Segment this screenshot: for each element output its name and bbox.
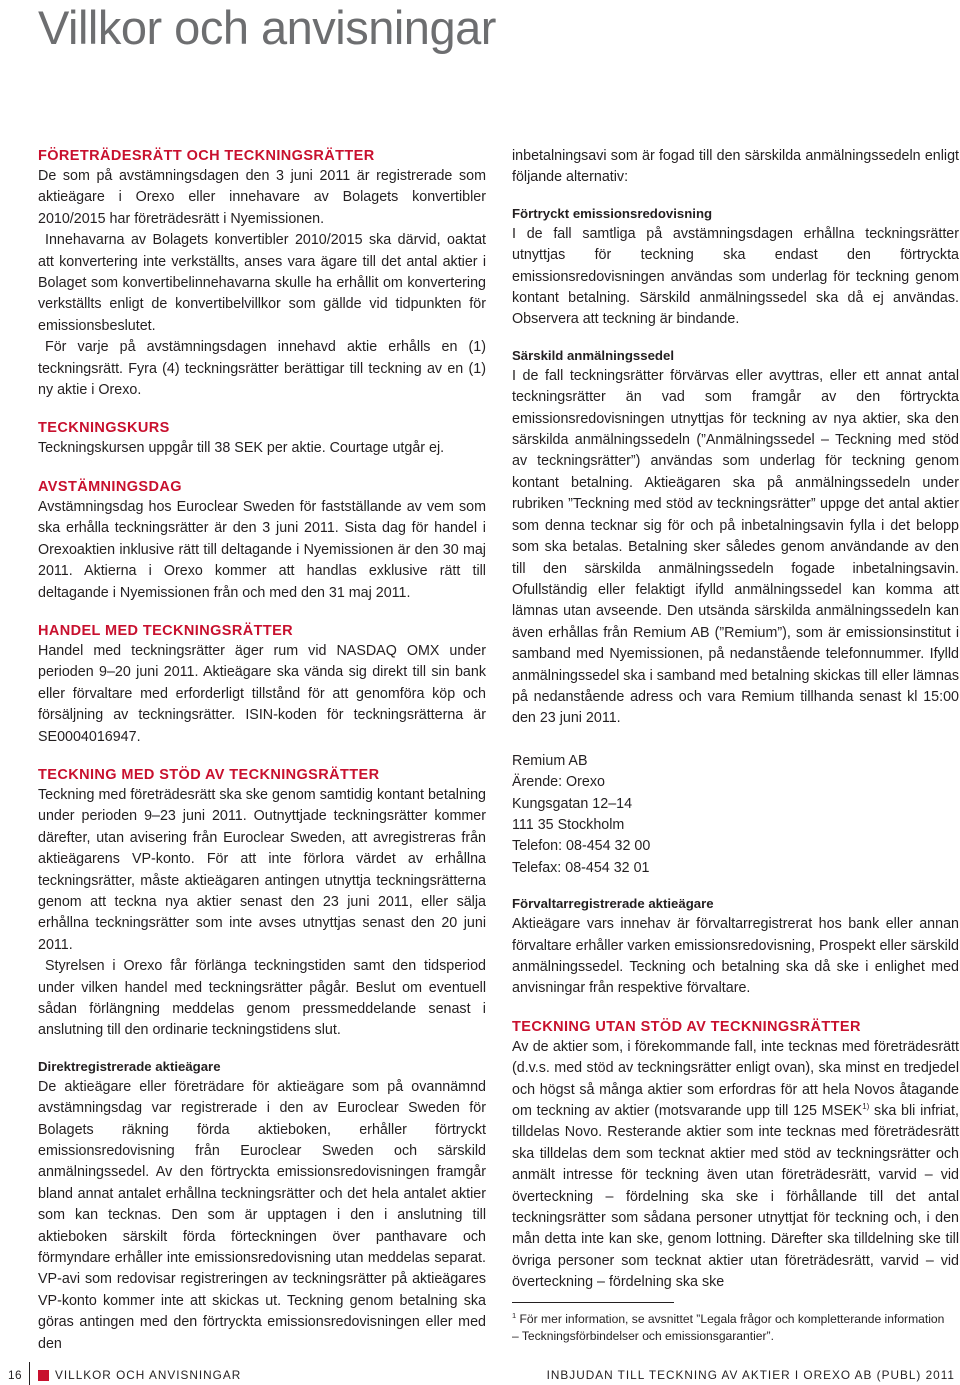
paragraph: Avstämningsdag hos Euroclear Sweden för fastställande av vem som ska erhålla teckningsrätter är den 3 juni 2011. Sista dag för handel i Orexoaktien inklusive rätt till deltagande i Nyemissionen är den 30 maj 2011. Aktierna i Orexo kommer att handlas exklusive rätt till deltagande i Nyemissionen från och med den 31 maj 2011. [38,498,486,601]
address-block [512,751,959,879]
section-heading-subscription-price: TECKNINGSKURS [38,420,170,437]
footnote-reference: 1) [862,1102,870,1112]
page-title: Villkor och anvisningar [38,1,496,54]
footnote [512,1308,952,1344]
paragraph: För varje på avstämningsdagen innehavd aktie erhålls en (1) teckningsrätt. Fyra (4) teckningsrätter berättigar till teckning av en (1) ny aktie i Orexo. [38,339,486,399]
paragraph: I de fall samtliga på avstämningsdagen erhållna teckningsrätter utnyttjas för teckning ska endast den förtryckta emissionsredovisningen användas som underlag för teckning genom kontant betalning. Särskild anmälningssedel ska då ej användas. Observera att teckning är bindande. [512,225,959,328]
footer-square-icon [38,1370,49,1381]
section-heading-subscription-without-rights: TECKNING UTAN STÖD AV TECKNINGSRÄTTER [512,1018,861,1035]
left-column [38,146,486,1355]
footnote-text: För mer information, se avsnittet ”Legala frågor och kompletterande information – Teckningsförbindelser och emissionsgarantier”. [512,1312,945,1343]
section-heading-preferential-rights: FÖRETRÄDESRÄTT OCH TECKNINGSRÄTTER [38,148,375,164]
paragraph-part: ska bli infriat, tilldelas Novo. Resterande aktier som inte tecknas med företrädesrätt ska tilldelas dem som tecknat aktier med stöd av teckningsrätter och anmält intresse för teckning även utan företrädesrätt, varvid – vid överteckning – fördelning ska ske i förhållande till det antal teckningsrätter som sådana personer utnyttjat för teckning och, i den mån detta inte kan ske, genom lottning. Därefter ska tilldelning ske till övriga personer som tecknat aktier utan företrädesrätt, varvid – vid överteckning – fördelning ska ske [512,1103,959,1291]
paragraph [512,1037,959,1294]
paragraph: Handel med teckningsrätter äger rum vid NASDAQ OMX under perioden 9–20 juni 2011. Aktieägare ska vända sig direkt till sin bank eller förvaltare med erforderligt tillstånd för att genomföra köp och försäljning av teckningsrätter. ISIN-koden för teckningsrätterna är SE0004016947. [38,642,486,745]
footer-document-title: INBJUDAN TILL TECKNING AV AKTIER I OREXO AB (PUBL) 2011 [546,1368,955,1382]
footer-section-title: VILLKOR OCH ANVISNINGAR [55,1368,242,1382]
address-line: Remium AB [512,752,588,769]
right-column [512,146,959,1294]
address-line: Telefon: 08-454 32 00 [512,838,651,855]
paragraph: I de fall teckningsrätter förvärvas eller avyttras, eller ett annat antal teckningsrätter än vad som framgår av den förtryckta emissionsredovisningen utnyttjas för teckning av nya aktier, ska den särskilda anmälningssedeln (”Anmälningssedel – Teckning med stöd av teckningsrätter”) användas som underlag för teckning genom kontant betalning. Aktieägaren ska på anmälningssedeln under rubriken ”Teckning med stöd av teckningsrätter” uppge det antal aktier som denna tecknar sig för och på inbetalningsavin fylla i det belopp som ska betalas. Betalning sker således genom användande av den till den särskilda anmälningssedeln fogade inbetalningsavin. Ofullständig eller felaktigt ifylld anmälningssedel kan komma att lämnas utan avseende. Den utsända särskilda anmälningssedeln kan även erhållas från Remium AB (”Remium”), som är emissionsinstitut i samband med Nyemissionen, på nedanstående telefonnummer. Ifylld anmälningssedel ska i samband med betalning skickas till eller lämnas på nedanstående adress och vara Remium tillhanda senast kl 15:00 den 23 juni 2011. [512,367,959,727]
subheading-direct-registered: Direktregistrerade aktieägare [38,1058,221,1074]
paragraph: Styrelsen i Orexo får förlänga teckningstiden samt den tidsperiod under vilken handel med teckningsrätter pågår. Beslut om eventuell sådan förlängning meddelas genom pressmeddelande senast i anslutning till den ordinarie teckningstidens slut. [38,958,486,1039]
paragraph-part: Av de aktier som, i förekommande fall, inte tecknas med företrädesrätt (d.v.s. med stöd av teckningsrätter enligt ovan), ska minst en tredjedel och högst så många aktier som erfordras för att hela Novos åtagande om teckning av aktier (motsvarande upp till 125 MSEK [512,1038,959,1120]
paragraph: Teckning med företrädesrätt ska ske genom samtidig kontant betalning under perioden 9–23 juni 2011. Outnyttjade teckningsrätter kommer därefter, utan avisering från Euroclear Sweden, att avregistreras från aktieägarens VP-konto. För att inte förlora värdet av erhållna teckningsrätter, måste aktieägaren antingen utnyttja teckningsrätterna genom att teckna nya aktier senast den 23 juni 2011, eller sälja erhållna teckningsrätter som inte avses utnyttjas senast den 20 juni 2011. [38,786,486,953]
paragraph: De aktieägare eller företrädare för aktieägare som på ovannämnd avstämningsdag var registrerade i den av Euroclear Sweden för Bolagets räkning förda aktieboken, erhåller förtryckt emissionsredovisning från Euroclear Sweden och särskild anmälningssedel. Av den förtryckta emissionsredovisningen framgår bland annat antalet erhållna teckningsrätter och det hela antalet aktier som kan tecknas. Den som är upptagen i den i anslutning till aktieboken särskilt förda förteckningen över panthavare och förmyndare erhåller inte emissionsredovisning utan meddelas separat. VP-avi som redovisar registreringen av teckningsrätter på aktieägares VP-konto kommer inte att skickas ut. Teckning genom betalning ska göras antingen med den förtryckta emissionsredovisningen eller med den [38,1078,486,1352]
address-line: Ärende: Orexo [512,774,605,791]
paragraph: Aktieägare vars innehav är förvaltarregistrerat hos bank eller annan förvaltare erhåller varken emissionsredovisning, Prospekt eller särskild anmälningssedel. Teckning och betalning ska då ske i enlighet med anvisningar från respektive förvaltare. [512,916,959,997]
paragraph: Innehavarna av Bolagets konvertibler 2010/2015 ska därvid, oaktat att konvertering inte verkställts, anses vara ägare till det antal aktier i Bolaget som konvertibelinnehavarna skulle ha erhållit om konvertering verkställts enligt de konvertibelvillkor som gällde vid tidpunkten för emissionsbeslutet. [38,232,486,334]
footnote-divider [512,1302,674,1303]
footer-divider [29,1362,30,1385]
subheading-special-application-form: Särskild anmälningssedel [512,347,674,363]
address-line: 111 35 Stockholm [512,816,625,833]
subheading-nominee-registered: Förvaltarregistrerade aktieägare [512,896,714,912]
address-line: Kungsgatan 12–14 [512,795,633,812]
paragraph: Teckningskursen uppgår till 38 SEK per aktie. Courtage utgår ej. [38,440,445,457]
footnote-number: 1 [512,1311,517,1320]
section-heading-trading-rights: HANDEL MED TECKNINGSRÄTTER [38,622,294,639]
address-line: Telefax: 08-454 32 01 [512,859,650,876]
section-heading-subscription-with-rights: TECKNING MED STÖD AV TECKNINGSRÄTTER [38,766,380,783]
paragraph: inbetalningsavi som är fogad till den särskilda anmälningssedeln enligt följande alternativ: [512,148,959,186]
paragraph: De som på avstämningsdagen den 3 juni 2011 är registrerade som aktieägare i Orexo eller innehavare av Bolagets konvertibler 2010/2015 har företrädesrätt i Nyemissionen. [38,168,486,227]
subheading-preprinted-statement: Förtryckt emissionsredovisning [512,205,713,221]
page-number: 16 [8,1368,23,1382]
section-heading-record-date: AVSTÄMNINGSDAG [38,478,182,495]
